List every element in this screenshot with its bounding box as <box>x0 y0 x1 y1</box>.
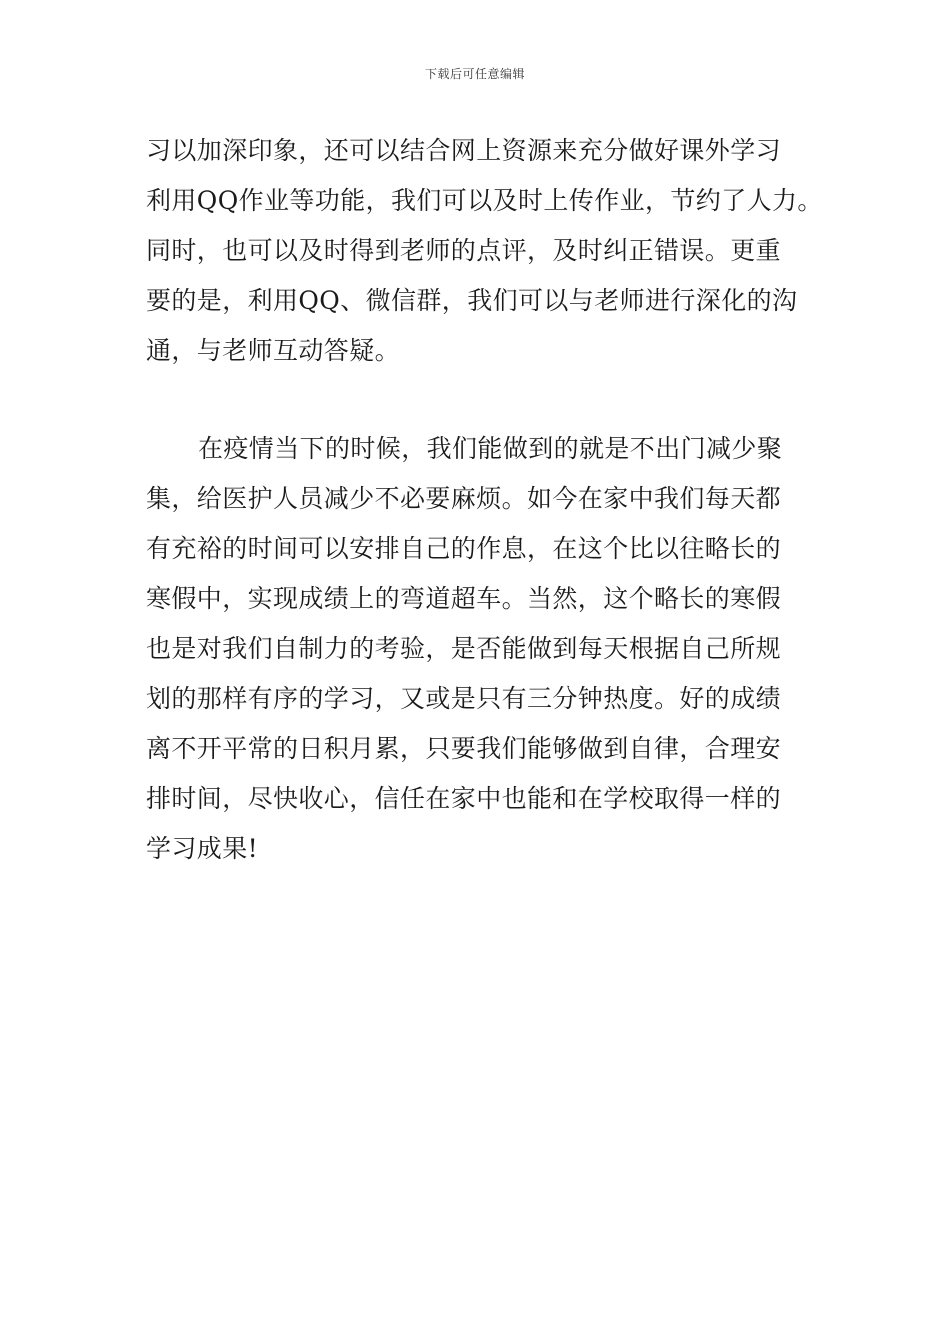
paragraph-line: 集，给医护人员减少不必要麻烦。如今在家中我们每天都 <box>146 484 782 513</box>
paragraph-line: 通，与老师互动答疑。 <box>146 336 401 365</box>
paragraph-line: 排时间，尽快收心，信任在家中也能和在学校取得一样的 <box>146 784 782 813</box>
paragraph-line: 习以加深印象，还可以结合网上资源来充分做好课外学习 <box>146 136 782 165</box>
paragraph-line: 在疫情当下的时候，我们能做到的就是不出门减少聚 <box>198 434 783 463</box>
paragraph-line: 学习成果! <box>146 834 259 863</box>
header-note: 下载后可任意编辑 <box>424 67 525 81</box>
paragraph-line: 划的那样有序的学习，又或是只有三分钟热度。好的成绩 <box>146 684 782 713</box>
paragraph-line: 离不开平常的日积月累，只要我们能够做到自律，合理安 <box>146 734 782 763</box>
paragraph-2 <box>146 424 810 874</box>
paragraph-1 <box>146 126 823 376</box>
paragraph-line: 利用QQ作业等功能，我们可以及时上传作业，节约了人力。 <box>146 186 823 215</box>
paragraph-line: 要的是，利用QQ、微信群，我们可以与老师进行深化的沟 <box>146 286 798 315</box>
paragraph-line: 同时，也可以及时得到老师的点评，及时纠正错误。更重 <box>146 236 782 265</box>
paragraph-line: 也是对我们自制力的考验，是否能做到每天根据自己所规 <box>146 634 782 663</box>
paragraph-line: 有充裕的时间可以安排自己的作息，在这个比以往略长的 <box>146 534 782 563</box>
paragraph-line: 寒假中，实现成绩上的弯道超车。当然，这个略长的寒假 <box>146 584 782 613</box>
